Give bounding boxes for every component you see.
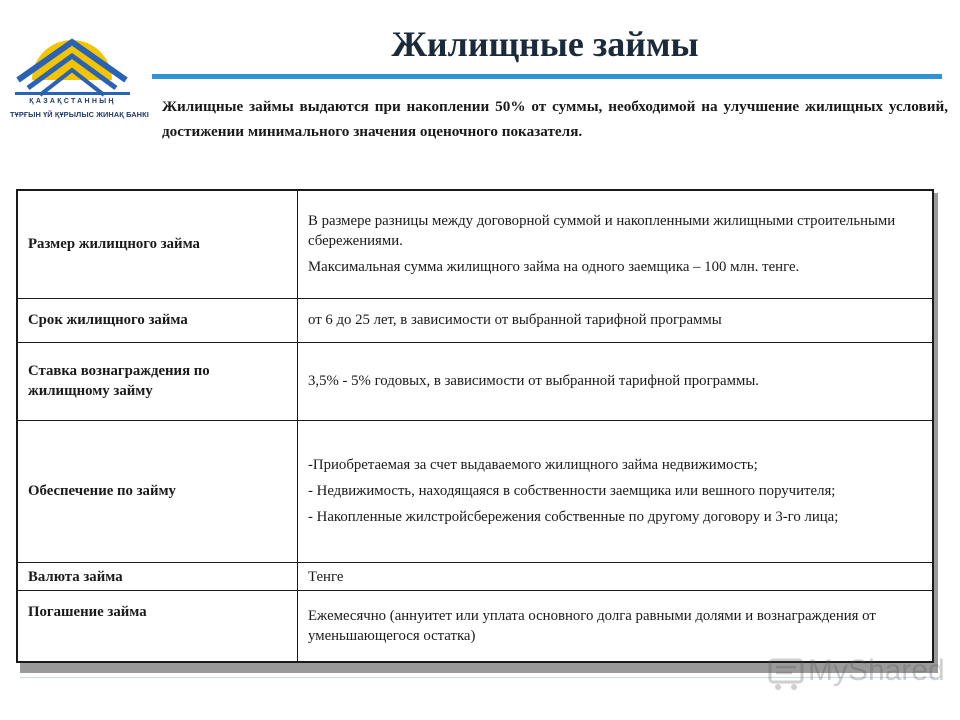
cart-icon [768,656,804,692]
row-value-line: - Накопленные жилстройсбережения собственные по другому договору и 3-го лица; [308,509,839,525]
table-row-collateral [17,420,933,562]
row-value-line: В размере разницы между договорной суммой и накопленными жилищными строительными сбережениями. [308,213,896,250]
row-value-line: Максимальная сумма жилищного займа на одного заемщика – 100 млн. тенге. [308,259,800,276]
row-value-line: от 6 до 25 лет, в зависимости от выбранной тарифной программы [308,312,722,328]
row-value [298,298,934,342]
row-value-line: -Приобретаемая за счет выдаваемого жилищного займа недвижимость; [308,457,758,473]
page-title: Жилищные займы [391,24,699,64]
row-value-line: Ежемесячно (аннуитет или уплата основного долга равными долями и вознаграждения от уменьшающегося остатка) [308,607,876,644]
logo-text-line1: ҚАЗАҚСТАННЫҢ [29,98,116,105]
table-row-loan-size [17,190,933,298]
title-underline [152,74,942,79]
row-value-line: 3,5% - 5% годовых, в зависимости от выбранной тарифной программы. [308,373,759,389]
row-value [298,562,934,590]
row-value-line: - Недвижимость, находящаяся в собственности заемщика или вешного поручителя; [308,483,836,499]
row-label: Размер жилищного займа [17,190,298,298]
table-row-currency [17,562,933,590]
table-row-loan-term [17,298,933,342]
row-label: Ставка вознаграждения по жилищному займу [17,342,298,420]
loan-info-table [16,189,934,663]
row-label: Обеспечение по займу [17,420,298,562]
table-row-interest-rate [17,342,933,420]
row-value [298,190,934,298]
row-value [298,420,934,562]
logo-text-line2: ТҰРҒЫН ҮЙ ҚҰРЫЛЫС ЖИНАҚ БАНКІ [10,110,149,119]
row-label: Срок жилищного займа [17,298,298,342]
row-label: Валюта займа [17,562,298,590]
watermark-text: MyShared [808,654,945,687]
bank-logo-icon [10,18,135,98]
bank-logo [10,18,149,128]
row-label: Погашение займа [17,590,298,662]
watermark [768,652,945,698]
row-value [298,342,934,420]
intro-text: Жилищные займы выдаются при накоплении 50% от суммы, необходимой на улучшение жилищных условий, достижении минимального значения оценочного показателя. [162,98,948,140]
row-value-line: Тенге [308,569,344,585]
